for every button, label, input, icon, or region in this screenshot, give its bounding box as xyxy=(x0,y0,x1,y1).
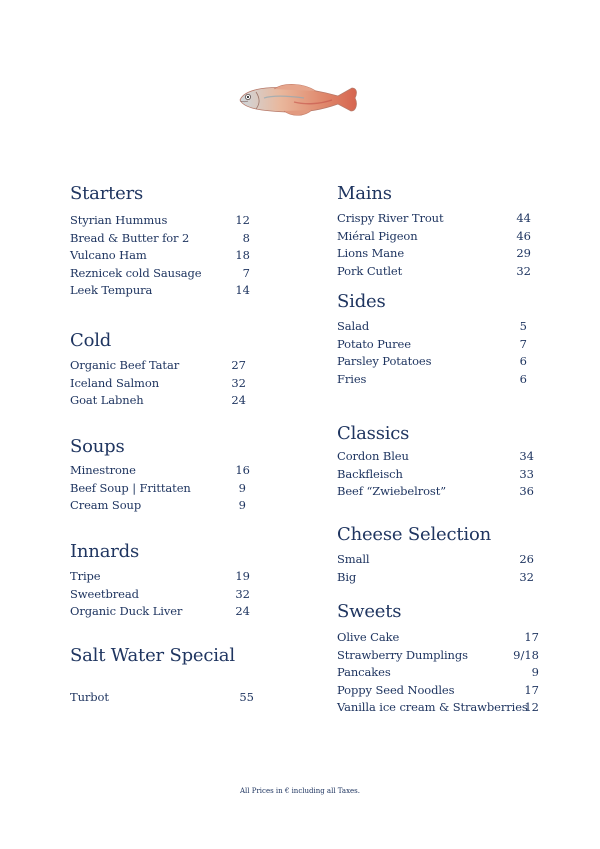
item-price: 26 xyxy=(519,552,534,566)
item-price: 33 xyxy=(519,466,534,481)
item-price: 7 xyxy=(242,265,250,280)
menu-item xyxy=(337,465,534,483)
item-name: Styrian Hummus xyxy=(70,213,168,227)
item-name: Fries xyxy=(337,371,367,386)
item-price: 8 xyxy=(242,230,250,245)
item-name: Goat Labneh xyxy=(70,393,144,407)
menu-item xyxy=(70,567,250,585)
item-price: 19 xyxy=(235,569,250,583)
menu-item xyxy=(70,374,246,392)
section-title: Starters xyxy=(70,183,144,204)
menu-item xyxy=(70,229,250,247)
menu-item xyxy=(70,602,250,620)
menu-item xyxy=(337,227,531,245)
item-name: Tripe xyxy=(70,569,101,583)
menu-item xyxy=(70,585,250,603)
menu-item xyxy=(337,550,534,568)
item-price: 32 xyxy=(519,569,534,584)
menu-item xyxy=(337,317,527,335)
item-name: Salad xyxy=(337,319,370,333)
item-name: Bread & Butter for 2 xyxy=(70,230,190,245)
item-price: 6 xyxy=(519,371,527,386)
item-name: Potato Puree xyxy=(337,336,411,351)
item-name: Organic Duck Liver xyxy=(70,604,183,618)
menu-item xyxy=(337,698,539,716)
menu-item xyxy=(337,335,527,353)
item-name: Poppy Seed Noodles xyxy=(337,682,455,697)
item-name: Big xyxy=(337,569,357,584)
menu-item xyxy=(70,391,246,409)
menu-item xyxy=(70,479,246,497)
menu-item xyxy=(337,628,539,646)
item-price: 17 xyxy=(524,682,539,697)
item-name: Reznicek cold Sausage xyxy=(70,265,202,280)
section-title: Sweets xyxy=(337,601,402,622)
item-price: 9 xyxy=(238,498,246,512)
item-price: 9 xyxy=(238,480,246,495)
item-price: 27 xyxy=(231,358,246,372)
item-name: Turbot xyxy=(70,690,109,704)
item-price: 6 xyxy=(519,354,527,368)
item-name: Minestrone xyxy=(70,463,136,477)
item-price: 12 xyxy=(524,700,539,714)
section-title: Cold xyxy=(70,330,112,351)
item-price: 12 xyxy=(235,213,250,227)
item-name: Sweetbread xyxy=(70,586,139,601)
menu-item xyxy=(70,211,250,229)
menu-item xyxy=(70,356,246,374)
item-name: Cream Soup xyxy=(70,498,142,512)
item-price: 24 xyxy=(231,393,246,407)
menu-item xyxy=(337,663,539,681)
item-price: 34 xyxy=(519,449,534,463)
item-name: Strawberry Dumplings xyxy=(337,647,468,662)
item-price: 55 xyxy=(239,690,254,704)
menu-item xyxy=(337,646,539,664)
menu-item xyxy=(337,568,534,586)
item-name: Crispy River Trout xyxy=(337,211,444,225)
section-title: Classics xyxy=(337,423,410,444)
item-name: Leek Tempura xyxy=(70,283,153,297)
menu-item xyxy=(337,447,534,465)
item-name: Cordon Bleu xyxy=(337,449,409,463)
item-name: Beef Soup | Frittaten xyxy=(70,480,191,495)
item-price: 46 xyxy=(516,228,531,243)
item-price: 14 xyxy=(235,283,250,297)
menu-item xyxy=(70,281,250,299)
menu-item xyxy=(337,244,531,262)
item-price: 24 xyxy=(235,604,250,618)
item-price: 9/18 xyxy=(513,647,539,662)
item-name: Iceland Salmon xyxy=(70,375,159,390)
item-name: Vanilla ice cream & Strawberries xyxy=(337,700,528,714)
item-name: Pancakes xyxy=(337,665,391,679)
menu-item xyxy=(337,352,527,370)
item-name: Beef “Zwiebelrost” xyxy=(337,484,447,498)
menu-item xyxy=(337,370,527,388)
section-title: Salt Water Special xyxy=(70,645,235,666)
price-note: All Prices in € including all Taxes. xyxy=(239,787,360,795)
item-price: 16 xyxy=(235,463,250,477)
section-title: Sides xyxy=(337,291,386,312)
section-title: Cheese Selection xyxy=(337,524,491,545)
section-title: Mains xyxy=(337,183,392,204)
section-title: Innards xyxy=(70,541,139,562)
item-name: Organic Beef Tatar xyxy=(70,358,180,372)
item-price: 17 xyxy=(524,630,539,644)
item-price: 36 xyxy=(519,484,534,498)
item-price: 5 xyxy=(519,319,527,333)
menu-item xyxy=(70,688,254,706)
item-price: 32 xyxy=(516,263,531,278)
menu-item xyxy=(337,482,534,500)
item-name: Parsley Potatoes xyxy=(337,354,432,368)
item-name: Olive Cake xyxy=(337,630,400,644)
menu-item xyxy=(70,246,250,264)
item-price: 44 xyxy=(516,211,531,225)
item-name: Backfleisch xyxy=(337,466,403,481)
item-price: 29 xyxy=(516,246,531,260)
menu-item xyxy=(70,264,250,282)
section-title: Soups xyxy=(70,436,125,457)
item-name: Miéral Pigeon xyxy=(337,228,418,243)
item-name: Pork Cutlet xyxy=(337,263,403,278)
item-name: Small xyxy=(337,552,370,566)
item-price: 7 xyxy=(519,336,527,351)
fish-illustration-icon xyxy=(234,80,362,120)
item-name: Lions Mane xyxy=(337,246,405,260)
menu-item xyxy=(70,461,250,479)
menu-item xyxy=(337,209,531,227)
menu-item xyxy=(70,496,246,514)
item-price: 9 xyxy=(531,665,539,679)
item-price: 32 xyxy=(235,586,250,601)
menu-item xyxy=(337,262,531,280)
item-name: Vulcano Ham xyxy=(70,248,147,262)
item-price: 18 xyxy=(235,248,250,262)
menu-item xyxy=(337,681,539,699)
item-price: 32 xyxy=(231,375,246,390)
